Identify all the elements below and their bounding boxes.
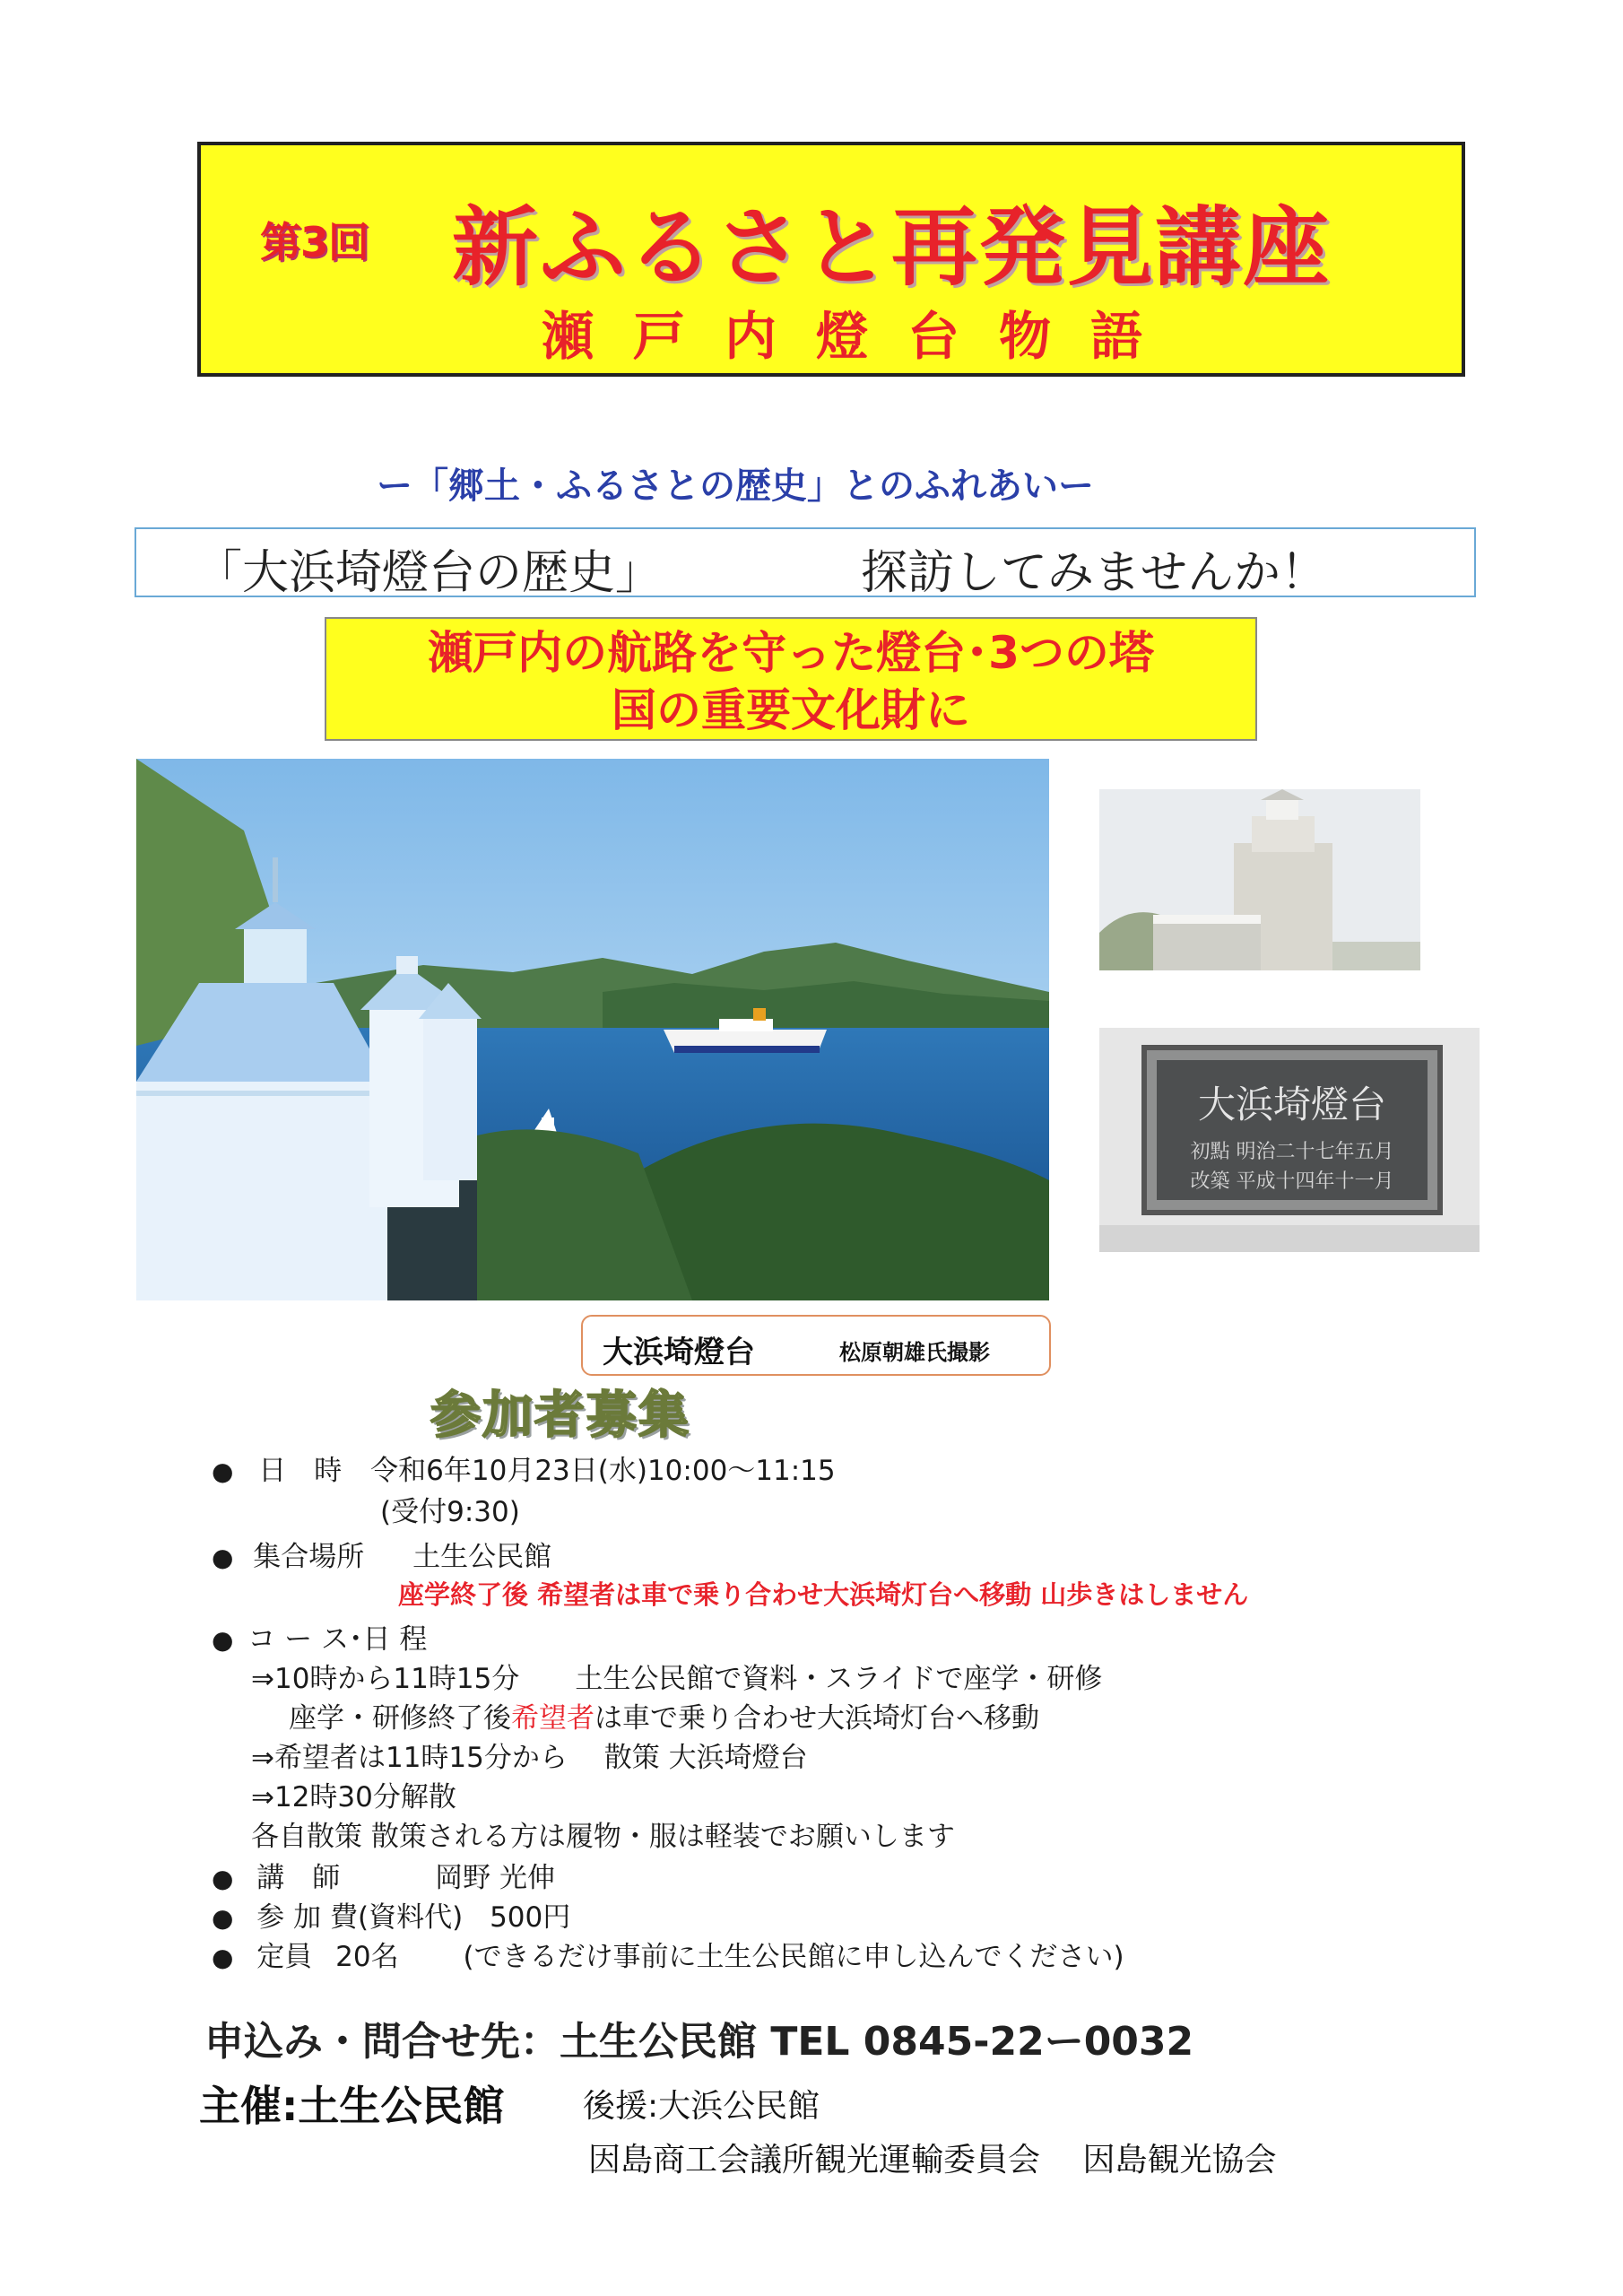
date-label: 日 時 (258, 1455, 343, 1487)
capacity-label: 定員 (256, 1941, 313, 1973)
course-step-5: 各自散策 散策される方は履物・服は軽装でお願いします (251, 1821, 955, 1853)
highlight-box (325, 617, 1257, 741)
organizer-label: 主催:土生公民館 (199, 2082, 505, 2130)
bullet-icon: ● (212, 1903, 234, 1933)
invite-left-text: 「大浜埼燈台の歴史」 (195, 546, 663, 600)
course-step-4: ⇒12時30分解散 (251, 1781, 456, 1813)
fee-label: 参 加 費(資料代) (256, 1901, 464, 1934)
invite-right-text: 探訪してみませんか！ (861, 546, 1328, 600)
bullet-icon: ● (212, 1457, 234, 1486)
lecturer-value: 岡野 光伸 (435, 1862, 556, 1894)
support-line-1: 後援:大浜公民館 (583, 2088, 820, 2125)
lecturer-row (212, 1855, 555, 1895)
session-label: 第3回 (260, 218, 369, 266)
place-row (212, 1534, 551, 1574)
invite-box (135, 527, 1476, 600)
tagline: ー「郷土・ふるさとの歴史」とのふれあいー (377, 465, 1094, 507)
plaque-name: 大浜埼燈台 (1197, 1083, 1387, 1126)
place-value: 土生公民館 (412, 1541, 552, 1573)
fee-row (212, 1894, 570, 1935)
fee-value: 500円 (490, 1901, 571, 1934)
highlight-line-1: 瀬戸内の航路を守った燈台･3つの塔 (428, 627, 1154, 679)
course-label: コ ー ス･日 程 (247, 1623, 428, 1656)
lecturer-label: 講 師 (256, 1862, 341, 1894)
course-step-3: ⇒希望者は11時15分から 散策 大浜埼燈台 (251, 1742, 808, 1774)
main-title: 新ふるさと再発見講座 (452, 197, 1331, 298)
bullet-icon: ● (212, 1943, 234, 1972)
highlight-line-2: 国の重要文化財に (612, 684, 970, 736)
lighthouse-plaque-photo (1099, 1028, 1480, 1252)
recruit-title: 参加者募集 (430, 1387, 690, 1445)
lighthouse-small-photo (1099, 789, 1420, 970)
photo-caption-box (581, 1315, 1051, 1376)
plaque-line-1: 初點 明治二十七年五月 (1190, 1141, 1394, 1163)
capacity-value: 20名 (335, 1941, 399, 1973)
lighthouse-tower-image (1099, 789, 1420, 970)
bullet-icon: ● (212, 1625, 234, 1655)
plaque-image (1099, 1028, 1480, 1252)
course-step-2-a: 座学・研修終了後 (289, 1702, 511, 1735)
photo-caption-title: 大浜埼燈台 (603, 1335, 755, 1370)
title-box (197, 142, 1465, 377)
lighthouse-scene-image (136, 759, 1049, 1300)
plaque-line-2: 改築 平成十四年十一月 (1190, 1170, 1394, 1193)
support-line-2: 因島商工会議所観光運輸委員会 因島観光協会 (588, 2142, 1277, 2179)
bullet-icon: ● (212, 1543, 234, 1572)
sub-title: 瀬戸内燈台物語 (542, 306, 1183, 367)
place-label: 集合場所 (253, 1541, 365, 1573)
course-row (212, 1616, 427, 1657)
bullet-icon: ● (212, 1864, 234, 1893)
course-step-2-c: は車で乗り合わせ大浜埼灯台へ移動 (595, 1702, 1039, 1735)
photo-caption-credit: 松原朝雄氏撮影 (839, 1340, 990, 1365)
reception-time: (受付9:30) (380, 1496, 520, 1528)
place-note: 座学終了後 希望者は車で乗り合わせ大浜埼灯台へ移動 山歩きはしません (398, 1579, 1249, 1610)
date-row (212, 1448, 836, 1488)
contact-line: 申込み・問合せ先：土生公民館 TEL 0845-22ー0032 (204, 2019, 1194, 2065)
date-value: 令和6年10月23日(水)10:00～11:15 (370, 1455, 836, 1487)
course-step-2-b: 希望者 (511, 1702, 595, 1735)
lighthouse-main-photo (136, 759, 1049, 1300)
capacity-row (212, 1934, 1124, 1974)
course-step-1: ⇒10時から11時15分 土生公民館で資料・スライドで座学・研修 (251, 1663, 1103, 1695)
capacity-note: (できるだけ事前に土生公民館に申し込んでください) (463, 1941, 1124, 1973)
course-step-2 (289, 1695, 1039, 1735)
